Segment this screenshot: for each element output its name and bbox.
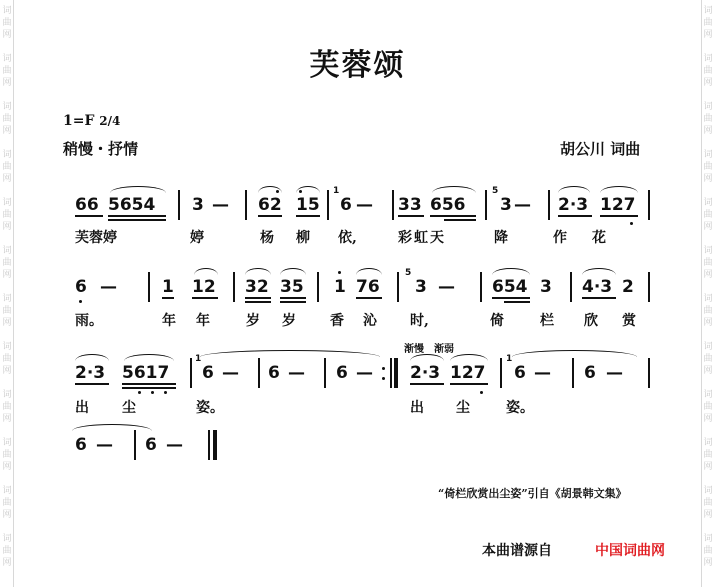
repeat-dot xyxy=(382,377,385,380)
watermark-glyph: 词 xyxy=(703,294,713,304)
watermark-glyph: 网 xyxy=(2,270,12,280)
watermark-glyph: 词 xyxy=(703,534,713,544)
underline xyxy=(122,387,176,389)
watermark-glyph: 词 xyxy=(2,390,12,400)
watermark-glyph: 网 xyxy=(703,126,713,136)
barline xyxy=(397,272,399,302)
note: 3 xyxy=(415,277,427,297)
underline xyxy=(444,219,476,221)
lyric: 花 xyxy=(592,230,606,246)
lyric: 依, xyxy=(338,230,357,246)
barline xyxy=(324,358,326,388)
footer-site-link[interactable]: 中国词曲网 xyxy=(595,543,665,559)
lyric-source-note: “倚栏欣赏出尘姿”引自《胡景韩文集》 xyxy=(438,487,627,500)
underline xyxy=(450,383,488,385)
repeat-barline xyxy=(394,358,398,388)
lyric: 婷 xyxy=(103,230,117,246)
watermark-glyph: 网 xyxy=(703,558,713,568)
grace-note: 1 xyxy=(333,186,340,196)
dash: — xyxy=(514,195,531,215)
octave-dot xyxy=(299,190,302,193)
watermark-glyph: 网 xyxy=(2,366,12,376)
watermark-glyph: 词 xyxy=(703,54,713,64)
note-group: 15 xyxy=(296,195,320,215)
lyric: 栏 xyxy=(540,313,554,329)
underline xyxy=(192,297,218,299)
composer-lyricist-credit: 胡公川 词曲 xyxy=(560,140,641,158)
slur xyxy=(432,186,476,193)
watermark-glyph: 网 xyxy=(703,414,713,424)
lyric: 尘 xyxy=(456,400,470,416)
note-group: 2·3 xyxy=(75,363,106,383)
lyric: 时, xyxy=(410,313,429,329)
watermark-glyph: 网 xyxy=(2,510,12,520)
barline xyxy=(390,358,392,388)
note-group: 2·3 xyxy=(410,363,441,383)
barline xyxy=(190,358,192,388)
watermark-glyph: 网 xyxy=(2,318,12,328)
barline xyxy=(500,358,502,388)
tie xyxy=(200,350,380,357)
watermark-glyph: 网 xyxy=(2,414,12,424)
underline xyxy=(122,383,176,385)
octave-dot xyxy=(338,271,341,274)
barline xyxy=(480,272,482,302)
barline xyxy=(327,190,329,220)
watermark-glyph: 曲 xyxy=(2,18,12,28)
watermark-glyph: 曲 xyxy=(2,498,12,508)
watermark-glyph: 网 xyxy=(703,510,713,520)
note: 6 xyxy=(340,195,352,215)
octave-dot xyxy=(630,222,633,225)
watermark-glyph: 曲 xyxy=(2,306,12,316)
watermark-glyph: 曲 xyxy=(703,354,713,364)
watermark-glyph: 曲 xyxy=(2,66,12,76)
note: 6 xyxy=(75,277,87,297)
octave-dot xyxy=(480,391,483,394)
watermark-glyph: 网 xyxy=(2,222,12,232)
lyric: 芙 xyxy=(75,230,89,246)
watermark-glyph: 词 xyxy=(703,246,713,256)
dash: — xyxy=(222,363,239,383)
note: 6 xyxy=(514,363,526,383)
watermark-glyph: 词 xyxy=(703,438,713,448)
watermark-glyph: 词 xyxy=(2,198,12,208)
barline xyxy=(570,272,572,302)
note-group: 2·3 xyxy=(558,195,589,215)
underline xyxy=(356,297,382,299)
barline xyxy=(148,272,150,302)
slur xyxy=(582,268,616,275)
note: 2 xyxy=(622,277,634,297)
note: 6 xyxy=(336,363,348,383)
watermark-glyph: 网 xyxy=(2,462,12,472)
lyric: 年 xyxy=(162,313,176,329)
underline xyxy=(430,215,476,217)
note: 6 xyxy=(584,363,596,383)
watermark-glyph: 词 xyxy=(703,390,713,400)
barline xyxy=(134,430,136,460)
note-group: 66 xyxy=(75,195,99,215)
watermark-glyph: 词 xyxy=(2,102,12,112)
note-group: 76 xyxy=(356,277,380,297)
watermark-glyph: 词 xyxy=(2,6,12,16)
note-group: 35 xyxy=(280,277,304,297)
octave-dot xyxy=(138,391,141,394)
watermark-glyph: 网 xyxy=(2,30,12,40)
underline xyxy=(162,297,174,299)
slur xyxy=(600,186,638,193)
underline xyxy=(410,383,444,385)
underline xyxy=(75,383,109,385)
lyric: 赏 xyxy=(622,313,636,329)
watermark-glyph: 词 xyxy=(703,6,713,16)
watermark-glyph: 曲 xyxy=(703,450,713,460)
lyric: 尘 xyxy=(122,400,136,416)
barline xyxy=(208,430,210,460)
barline xyxy=(245,190,247,220)
dash: — xyxy=(438,277,455,297)
slur xyxy=(356,268,382,275)
watermark-glyph: 曲 xyxy=(2,114,12,124)
note: 6 xyxy=(145,435,157,455)
lyric: 杨 xyxy=(260,230,274,246)
watermark-glyph: 曲 xyxy=(703,210,713,220)
lyric: 作 xyxy=(553,230,567,246)
watermark-glyph: 网 xyxy=(703,318,713,328)
underline xyxy=(280,301,306,303)
lyric: 香 xyxy=(330,313,344,329)
dash: — xyxy=(606,363,623,383)
watermark-glyph: 词 xyxy=(2,534,12,544)
barline xyxy=(572,358,574,388)
underline xyxy=(108,219,166,221)
slur xyxy=(75,354,109,361)
dash: — xyxy=(212,195,229,215)
note: 6 xyxy=(202,363,214,383)
note-group: 5654 xyxy=(108,195,156,215)
dash: — xyxy=(100,277,117,297)
watermark-glyph: 曲 xyxy=(2,162,12,172)
lyric: 岁 xyxy=(282,313,296,329)
note-group: 4·3 xyxy=(582,277,613,297)
underline xyxy=(245,301,271,303)
slur xyxy=(110,186,166,193)
watermark-glyph: 网 xyxy=(2,174,12,184)
lyric: 雨。 xyxy=(75,313,103,329)
underline xyxy=(108,215,166,217)
barline xyxy=(648,358,650,388)
underline xyxy=(280,297,306,299)
watermark-glyph: 曲 xyxy=(703,18,713,28)
underline xyxy=(582,297,616,299)
note: 3 xyxy=(540,277,552,297)
watermark-glyph: 词 xyxy=(703,102,713,112)
lyric: 姿。 xyxy=(506,400,534,416)
dynamic-marking: 渐慢 xyxy=(404,344,424,355)
watermark-glyph: 网 xyxy=(703,366,713,376)
lyric: 姿。 xyxy=(196,400,224,416)
watermark-glyph: 曲 xyxy=(703,258,713,268)
octave-dot xyxy=(276,190,279,193)
barline xyxy=(648,272,650,302)
barline xyxy=(392,190,394,220)
lyric: 柳 xyxy=(296,230,310,246)
note: 6 xyxy=(268,363,280,383)
watermark-glyph: 词 xyxy=(2,246,12,256)
watermark-glyph: 曲 xyxy=(703,546,713,556)
tempo-expression: 稍慢・抒情 xyxy=(63,140,139,158)
right-watermark-strip xyxy=(701,0,715,587)
note: 1 xyxy=(162,277,174,297)
watermark-glyph: 曲 xyxy=(703,402,713,412)
watermark-glyph: 词 xyxy=(2,438,12,448)
note: 3 xyxy=(192,195,204,215)
slur xyxy=(280,268,306,275)
note-group: 127 xyxy=(450,363,486,383)
lyric: 降 xyxy=(494,230,508,246)
slur xyxy=(124,354,174,361)
dash: — xyxy=(356,195,373,215)
note: 6 xyxy=(75,435,87,455)
left-watermark-strip xyxy=(0,0,14,587)
watermark-glyph: 曲 xyxy=(2,258,12,268)
watermark-glyph: 词 xyxy=(2,150,12,160)
lyric: 岁 xyxy=(246,313,260,329)
watermark-glyph: 网 xyxy=(2,558,12,568)
octave-dot xyxy=(79,300,82,303)
dash: — xyxy=(166,435,183,455)
slur xyxy=(558,186,590,193)
note-group: 12 xyxy=(192,277,216,297)
underline xyxy=(504,301,530,303)
underline xyxy=(258,215,282,217)
dash: — xyxy=(534,363,551,383)
tie xyxy=(512,350,637,357)
watermark-glyph: 曲 xyxy=(703,306,713,316)
lyric: 年 xyxy=(196,313,210,329)
watermark-glyph: 词 xyxy=(2,486,12,496)
barline xyxy=(548,190,550,220)
note: 3 xyxy=(500,195,512,215)
lyric: 蓉 xyxy=(89,230,103,246)
watermark-glyph: 网 xyxy=(703,174,713,184)
grace-note: 1 xyxy=(195,354,202,364)
note-group: 32 xyxy=(245,277,269,297)
slur xyxy=(194,268,218,275)
watermark-glyph: 曲 xyxy=(2,354,12,364)
octave-dot xyxy=(151,391,154,394)
key-signature: 1=F xyxy=(63,113,95,129)
underline xyxy=(296,215,320,217)
note-group: 33 xyxy=(398,195,422,215)
underline xyxy=(245,297,271,299)
watermark-glyph: 网 xyxy=(703,462,713,472)
watermark-glyph: 曲 xyxy=(703,66,713,76)
lyric: 出 xyxy=(410,400,424,416)
barline xyxy=(178,190,180,220)
slur xyxy=(492,268,530,275)
grace-note: 1 xyxy=(506,354,513,364)
watermark-glyph: 网 xyxy=(2,126,12,136)
slur xyxy=(450,354,488,361)
lyric: 出 xyxy=(75,400,89,416)
repeat-dot xyxy=(382,367,385,370)
final-barline xyxy=(213,430,217,460)
grace-note: 5 xyxy=(405,268,412,278)
watermark-glyph: 网 xyxy=(703,30,713,40)
barline xyxy=(258,358,260,388)
watermark-glyph: 词 xyxy=(2,294,12,304)
watermark-glyph: 曲 xyxy=(2,450,12,460)
underline xyxy=(558,215,592,217)
watermark-glyph: 曲 xyxy=(2,402,12,412)
tie xyxy=(72,424,152,431)
song-title: 芙蓉颂 xyxy=(309,48,406,83)
note-group: 656 xyxy=(430,195,466,215)
grace-note: 5 xyxy=(492,186,499,196)
slur xyxy=(245,268,271,275)
note-group: 127 xyxy=(600,195,636,215)
underline xyxy=(75,215,103,217)
watermark-glyph: 曲 xyxy=(703,114,713,124)
lyric: 倚 xyxy=(490,313,504,329)
watermark-glyph: 词 xyxy=(2,342,12,352)
time-signature: 2/4 xyxy=(99,114,121,128)
underline xyxy=(492,297,530,299)
watermark-glyph: 词 xyxy=(703,486,713,496)
watermark-glyph: 词 xyxy=(703,150,713,160)
watermark-glyph: 曲 xyxy=(703,162,713,172)
note-group: 62 xyxy=(258,195,282,215)
underline xyxy=(600,215,638,217)
lyric: 虹 xyxy=(414,230,428,246)
watermark-glyph: 网 xyxy=(2,78,12,88)
watermark-glyph: 曲 xyxy=(703,498,713,508)
footer-source-label: 本曲谱源自 xyxy=(482,543,552,559)
note-group: 654 xyxy=(492,277,528,297)
lyric: 婷 xyxy=(190,230,204,246)
note: 1 xyxy=(334,277,346,297)
note-group: 5617 xyxy=(122,363,170,383)
lyric: 天 xyxy=(430,230,444,246)
dash: — xyxy=(356,363,373,383)
watermark-glyph: 词 xyxy=(703,342,713,352)
lyric: 欣 xyxy=(584,313,598,329)
watermark-glyph: 词 xyxy=(703,198,713,208)
dynamic-marking: 渐弱 xyxy=(434,344,454,355)
key-and-time-signature xyxy=(63,113,120,129)
lyric: 彩 xyxy=(398,230,412,246)
barline xyxy=(485,190,487,220)
dash: — xyxy=(96,435,113,455)
watermark-glyph: 网 xyxy=(703,222,713,232)
slur xyxy=(410,354,444,361)
watermark-glyph: 曲 xyxy=(2,546,12,556)
underline xyxy=(398,215,424,217)
watermark-glyph: 曲 xyxy=(2,210,12,220)
lyric: 沁 xyxy=(363,313,377,329)
watermark-glyph: 网 xyxy=(703,78,713,88)
barline xyxy=(648,190,650,220)
dash: — xyxy=(288,363,305,383)
octave-dot xyxy=(164,391,167,394)
barline xyxy=(317,272,319,302)
watermark-glyph: 网 xyxy=(703,270,713,280)
barline xyxy=(233,272,235,302)
watermark-glyph: 词 xyxy=(2,54,12,64)
